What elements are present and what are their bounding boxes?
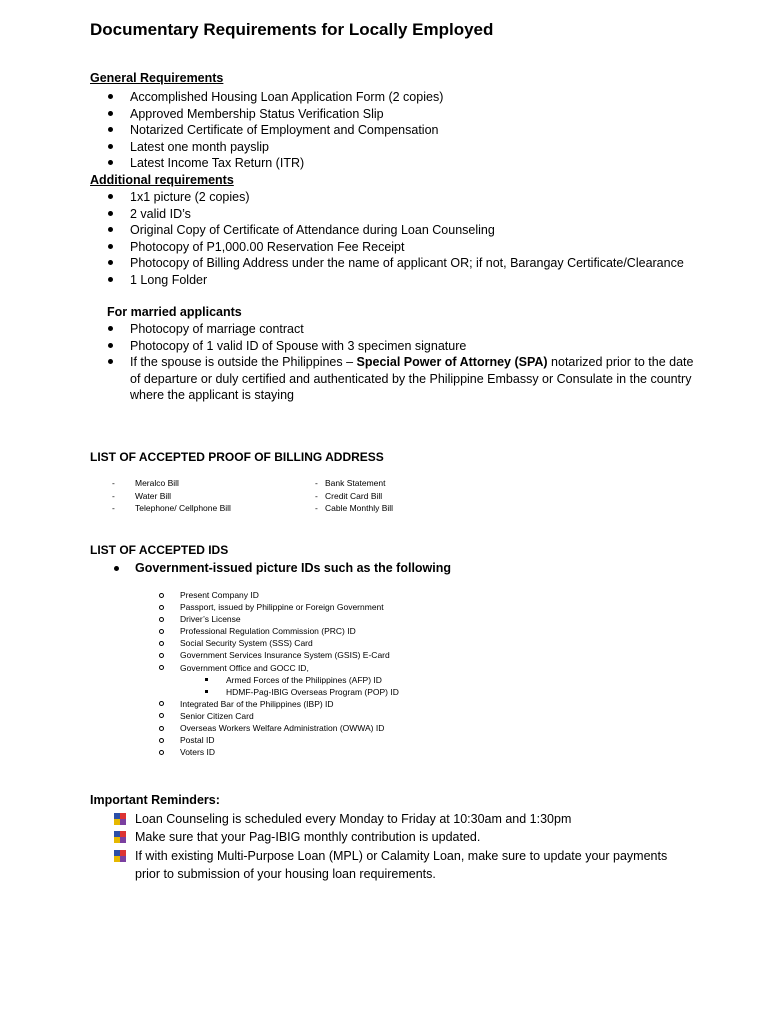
- list-item: 1x1 picture (2 copies): [106, 189, 706, 206]
- id-item: Overseas Workers Welfare Administration (OWWA) ID: [158, 722, 399, 734]
- pin-bullet-icon: [114, 831, 126, 843]
- additional-requirements-heading: Additional requirements: [90, 173, 234, 187]
- additional-requirements-list: [106, 189, 706, 288]
- reminder-item: Loan Counseling is scheduled every Monday to Friday at 10:30am and 1:30pm: [114, 810, 674, 828]
- list-item: [106, 354, 696, 404]
- id-subitem: Armed Forces of the Philippines (AFP) ID: [158, 674, 399, 686]
- married-applicants-heading: For married applicants: [107, 305, 242, 319]
- list-item: Photocopy of Billing Address under the name of applicant OR; if not, Barangay Certificate/Clearance: [106, 255, 690, 272]
- reminder-item: Make sure that your Pag-IBIG monthly contribution is updated.: [114, 828, 674, 846]
- list-item: Latest one month payslip: [106, 139, 706, 156]
- list-item: Photocopy of 1 valid ID of Spouse with 3 specimen signature: [106, 338, 696, 355]
- general-requirements-heading: General Requirements: [90, 71, 224, 85]
- page-title: Documentary Requirements for Locally Employed: [90, 20, 494, 39]
- id-item: Professional Regulation Commission (PRC) ID: [158, 625, 399, 637]
- billing-item: - Cable Monthly Bill: [315, 503, 394, 513]
- billing-list-left: [112, 477, 231, 515]
- billing-item: - Telephone/ Cellphone Bill: [112, 503, 231, 513]
- list-item: Notarized Certificate of Employment and Compensation: [106, 122, 706, 139]
- important-reminders-heading: Important Reminders:: [90, 793, 220, 807]
- government-ids-line: Government-issued picture IDs such as the following: [110, 561, 451, 575]
- accepted-ids-list: [158, 589, 399, 758]
- list-item: Photocopy of marriage contract: [106, 321, 696, 338]
- spa-text-bold: Special Power of Attorney (SPA): [356, 355, 548, 369]
- list-item: Accomplished Housing Loan Application Form (2 copies): [106, 89, 706, 106]
- billing-item: - Meralco Bill: [112, 478, 179, 488]
- spa-text-before: If the spouse is outside the Philippines –: [130, 355, 357, 369]
- reminder-item: If with existing Multi-Purpose Loan (MPL) or Calamity Loan, make sure to update your payments prior to submission of your housing loan requirements.: [114, 847, 674, 884]
- id-item: Passport, issued by Philippine or Foreign Government: [158, 601, 399, 613]
- id-item: Present Company ID: [158, 589, 399, 601]
- id-item: Government Services Insurance System (GSIS) E-Card: [158, 649, 399, 661]
- list-item: 2 valid ID’s: [106, 206, 706, 223]
- billing-address-heading: LIST OF ACCEPTED PROOF OF BILLING ADDRESS: [90, 450, 384, 464]
- list-item: Approved Membership Status Verification Slip: [106, 106, 706, 123]
- pin-bullet-icon: [114, 850, 126, 862]
- general-requirements-list: [106, 89, 706, 172]
- billing-item: - Bank Statement: [315, 478, 386, 488]
- list-item: 1 Long Folder: [106, 272, 706, 289]
- married-applicants-list: [106, 321, 696, 404]
- id-item: Driver’s License: [158, 613, 399, 625]
- id-subitem: HDMF-Pag-IBIG Overseas Program (POP) ID: [158, 686, 399, 698]
- accepted-ids-heading: LIST OF ACCEPTED IDS: [90, 543, 229, 557]
- billing-item: - Credit Card Bill: [315, 490, 383, 501]
- id-item: Voters ID: [158, 746, 399, 758]
- reminders-list: [114, 810, 674, 883]
- pin-bullet-icon: [114, 813, 126, 825]
- id-item: Postal ID: [158, 734, 399, 746]
- id-item: Social Security System (SSS) Card: [158, 637, 399, 649]
- list-item: Latest Income Tax Return (ITR): [106, 155, 706, 172]
- billing-item: - Water Bill: [112, 490, 172, 501]
- list-item: Photocopy of P1,000.00 Reservation Fee Receipt: [106, 239, 706, 256]
- id-item: Integrated Bar of the Philippines (IBP) ID: [158, 698, 399, 710]
- spa-text-after: notarized prior to the date of departure or duly certified and authenticated by the Philippine Embassy or Consulate in the country where the applicant is staying: [130, 355, 694, 402]
- list-item: Original Copy of Certificate of Attendance during Loan Counseling: [106, 222, 706, 239]
- id-item: Government Office and GOCC ID,: [158, 662, 399, 674]
- id-item: Senior Citizen Card: [158, 710, 399, 722]
- billing-list-right: [315, 477, 393, 515]
